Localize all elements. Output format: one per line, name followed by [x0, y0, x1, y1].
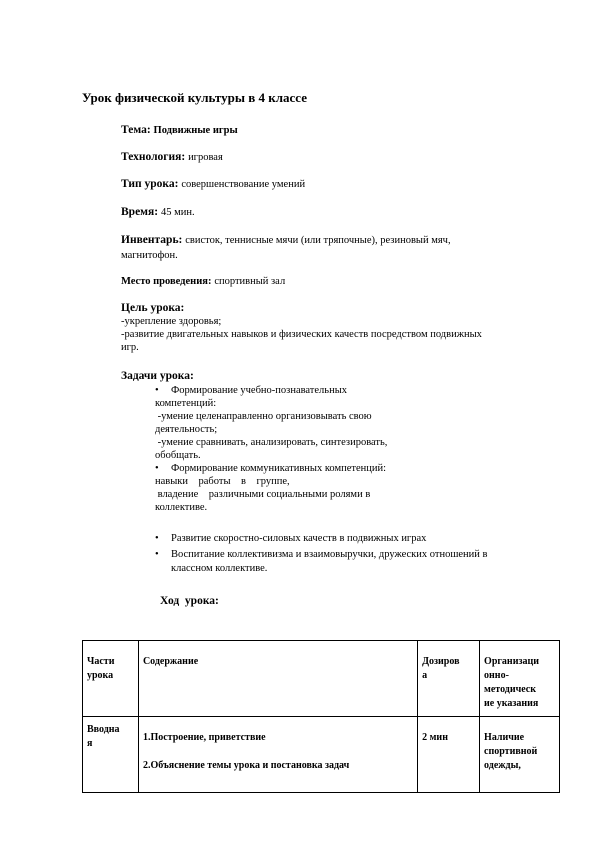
- topic-label: Тема:: [121, 124, 151, 136]
- header-text: а: [422, 670, 428, 681]
- goal-section: [121, 302, 541, 354]
- goal-line: -развитие двигательных навыков и физических качеств посредством подвижных: [121, 329, 482, 340]
- lesson-type-field: [121, 177, 305, 192]
- cell-text: Вводна: [87, 724, 120, 735]
- technology-label: Технология:: [121, 151, 186, 163]
- table-header-cell: [83, 641, 139, 717]
- task-line: компетенций:: [155, 398, 217, 409]
- inventory-label: Инвентарь:: [121, 234, 183, 246]
- place-value: спортивный зал: [214, 276, 286, 287]
- table-header-row: [83, 641, 560, 717]
- task-line: коллективе.: [155, 502, 208, 513]
- inventory-value: свисток, теннисные мячи (или тряпочные), резиновый мяч,: [185, 235, 451, 246]
- header-text: урока: [87, 670, 114, 681]
- bullet-icon: •: [155, 549, 159, 560]
- task-line: Развитие скоростно-силовых качеств в подвижных играх: [171, 533, 427, 544]
- header-text: методическ: [484, 684, 537, 695]
- table-header-cell: [480, 641, 560, 717]
- place-field: [121, 274, 285, 289]
- header-text: Содержание: [142, 656, 199, 667]
- tasks-heading-block: [121, 370, 541, 383]
- cell-text: 1.Построение, приветствие: [142, 732, 266, 743]
- time-field: [121, 205, 195, 220]
- tasks-item-3-4: [155, 532, 535, 576]
- table-header-cell: [418, 641, 480, 717]
- inventory-value-cont: магнитофон.: [121, 250, 178, 261]
- cell-text: спортивной: [484, 746, 538, 757]
- goal-line: игр.: [121, 342, 139, 353]
- time-label: Время:: [121, 206, 159, 218]
- lesson-table: [82, 640, 560, 793]
- task-line: -умение целенаправленно организовывать свою: [155, 411, 372, 422]
- table-cell: [418, 717, 480, 793]
- topic-value: Подвижные игры: [153, 125, 238, 136]
- task-line: навыки работы в группе,: [155, 476, 290, 487]
- goal-line: -укрепление здоровья;: [121, 316, 222, 327]
- progress-heading: Ход урока:: [160, 595, 219, 607]
- task-line: обобщать.: [155, 450, 201, 461]
- lesson-type-value: совершенствование умений: [181, 179, 306, 190]
- cell-text: 2 мин: [422, 732, 448, 743]
- page-title: Урок физической культуры в 4 классе: [82, 90, 308, 105]
- cell-text: одежды,: [484, 760, 521, 771]
- task-line: Воспитание коллективизма и взаимовыручки, дружеских отношений в: [171, 549, 488, 560]
- cell-text: Наличие: [484, 732, 525, 743]
- bullet-icon: •: [155, 533, 159, 544]
- table-row: [83, 717, 560, 793]
- cell-text: я: [87, 738, 93, 749]
- lesson-type-label: Тип урока:: [121, 178, 179, 190]
- header-text: онно-: [484, 670, 509, 681]
- tasks-heading: Задачи урока:: [121, 370, 194, 382]
- header-text: Части: [87, 656, 115, 667]
- place-label: Место проведения:: [121, 276, 212, 287]
- topic-field: [121, 123, 238, 138]
- task-line: деятельность;: [155, 424, 218, 435]
- technology-field: [121, 150, 223, 165]
- task-line: -умение сравнивать, анализировать, синтезировать,: [155, 437, 388, 448]
- bullet-icon: •: [155, 385, 159, 396]
- tasks-item-1: [155, 384, 415, 514]
- task-line: классном коллективе.: [171, 563, 268, 574]
- table-cell: [480, 717, 560, 793]
- time-value: 45 мин.: [160, 207, 195, 218]
- table-cell: [138, 717, 417, 793]
- inventory-field: [121, 233, 541, 263]
- goal-heading: Цель урока:: [121, 302, 185, 314]
- task-line: владение различными социальными ролями в: [155, 489, 371, 500]
- table-header-cell: [138, 641, 417, 717]
- cell-text: 2.Объяснение темы урока и постановка задач: [142, 760, 350, 771]
- header-text: Организаци: [484, 656, 539, 667]
- header-text: Дозиров: [422, 656, 460, 667]
- task-line: Формирование учебно-познавательных: [171, 385, 348, 396]
- header-text: ие указания: [484, 698, 539, 709]
- task-line: Формирование коммуникативных компетенций:: [171, 463, 387, 474]
- technology-value: игровая: [188, 152, 223, 163]
- table-cell: [83, 717, 139, 793]
- bullet-icon: •: [155, 463, 159, 474]
